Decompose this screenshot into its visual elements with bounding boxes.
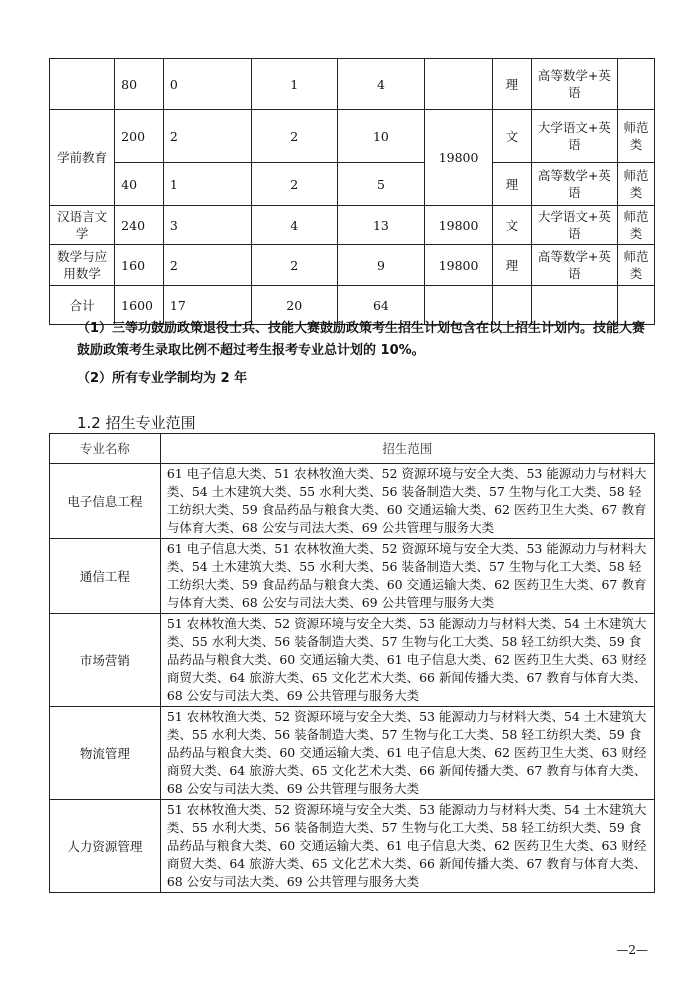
- exam-cell: 高等数学+英语: [531, 163, 617, 206]
- table-cell: 64: [337, 286, 424, 325]
- plan-count-cell: 1600: [115, 286, 164, 325]
- table-row: [50, 707, 655, 800]
- major-cell: 汉语言文学: [50, 206, 115, 245]
- type-cell: 师范类: [618, 163, 655, 206]
- fee-cell: 19800: [425, 206, 493, 245]
- track-cell: 理: [493, 245, 532, 286]
- note-2: [49, 368, 655, 390]
- table-row: [50, 245, 655, 286]
- enrollment-plan-table: [49, 58, 655, 325]
- type-cell: 师范类: [618, 206, 655, 245]
- fee-cell: [425, 59, 493, 110]
- plan-count-cell: 160: [115, 245, 164, 286]
- exam-cell: 大学语文+英语: [531, 206, 617, 245]
- table-cell: 2: [163, 245, 251, 286]
- table-cell: 2: [163, 110, 251, 163]
- track-cell: 文: [493, 206, 532, 245]
- plan-count-cell: 200: [115, 110, 164, 163]
- table-cell: 3: [163, 206, 251, 245]
- page-number: —2—: [616, 943, 648, 957]
- track-cell: 理: [493, 163, 532, 206]
- enrollment-range-table: [49, 433, 655, 893]
- table-cell: 2: [251, 110, 337, 163]
- major-name-cell: 物流管理: [50, 707, 161, 800]
- note-1-text: （1）三等功鼓励政策退役士兵、技能大赛鼓励政策考生招生计划包含在以上招生计划内。技能大赛鼓励政策考生录取比例不超过考生报考专业总计划的 10%。: [77, 321, 646, 358]
- exam-cell: 大学语文+英语: [531, 110, 617, 163]
- table-row: [50, 539, 655, 614]
- plan-count-cell: 40: [115, 163, 164, 206]
- table-row: [50, 206, 655, 245]
- track-cell: 文: [493, 110, 532, 163]
- type-cell: [618, 59, 655, 110]
- fee-cell: 19800: [425, 245, 493, 286]
- table-cell: 1: [251, 59, 337, 110]
- table-row: [50, 800, 655, 893]
- range-cell: 51 农林牧渔大类、52 资源环境与安全大类、53 能源动力与材料大类、54 土木建筑大类、55 水利大类、56 装备制造大类、57 生物与化工大类、58 轻工纺织大类、59 食品药品与粮食大类、60 交通运输大类、61 电子信息大类、62 医药卫生大类、63 财经商贸大类、64 旅游大类、65 文化艺术大类、66 新闻传播大类、67 教育与体育大类、68 公安与司法大类、69 公共管理与服务大类: [160, 800, 654, 893]
- header-major-name: 专业名称: [50, 434, 161, 464]
- table-cell: 13: [337, 206, 424, 245]
- section-heading: 1.2 招生专业范围: [77, 414, 196, 432]
- major-name-cell: 电子信息工程: [50, 464, 161, 539]
- total-label-cell: 合计: [50, 286, 115, 325]
- note-2-text: （2）所有专业学制均为 2 年: [77, 371, 248, 386]
- table-cell: 17: [163, 286, 251, 325]
- table-cell: 20: [251, 286, 337, 325]
- table-cell: 10: [337, 110, 424, 163]
- table-header-row: [50, 434, 655, 464]
- plan-count-cell: 80: [115, 59, 164, 110]
- range-cell: 51 农林牧渔大类、52 资源环境与安全大类、53 能源动力与材料大类、54 土木建筑大类、55 水利大类、56 装备制造大类、57 生物与化工大类、58 轻工纺织大类、59 食品药品与粮食大类、60 交通运输大类、61 电子信息大类、62 医药卫生大类、63 财经商贸大类、64 旅游大类、65 文化艺术大类、66 新闻传播大类、67 教育与体育大类、68 公安与司法大类、69 公共管理与服务大类: [160, 614, 654, 707]
- fee-cell: 19800: [425, 110, 493, 206]
- type-cell: 师范类: [618, 245, 655, 286]
- range-cell: 61 电子信息大类、51 农林牧渔大类、52 资源环境与安全大类、53 能源动力与材料大类、54 土木建筑大类、55 水利大类、56 装备制造大类、57 生物与化工大类、58 轻工纺织大类、59 食品药品与粮食大类、60 交通运输大类、62 医药卫生大类、67 教育与体育大类、68 公安与司法大类、69 公共管理与服务大类: [160, 539, 654, 614]
- major-cell: [50, 59, 115, 110]
- plan-count-cell: 240: [115, 206, 164, 245]
- table-row: [50, 614, 655, 707]
- major-cell: 学前教育: [50, 110, 115, 206]
- table-row: [50, 59, 655, 110]
- track-cell: 理: [493, 59, 532, 110]
- major-name-cell: 通信工程: [50, 539, 161, 614]
- table-cell: 2: [251, 163, 337, 206]
- table-cell: 2: [251, 245, 337, 286]
- range-cell: 61 电子信息大类、51 农林牧渔大类、52 资源环境与安全大类、53 能源动力与材料大类、54 土木建筑大类、55 水利大类、56 装备制造大类、57 生物与化工大类、58 轻工纺织大类、59 食品药品与粮食大类、60 交通运输大类、62 医药卫生大类、67 教育与体育大类、68 公安与司法大类、69 公共管理与服务大类: [160, 464, 654, 539]
- major-name-cell: 市场营销: [50, 614, 161, 707]
- exam-cell: 高等数学+英语: [531, 245, 617, 286]
- table-cell: 1: [163, 163, 251, 206]
- type-cell: 师范类: [618, 110, 655, 163]
- major-name-cell: 人力资源管理: [50, 800, 161, 893]
- note-1: [49, 318, 655, 362]
- header-range: 招生范围: [160, 434, 654, 464]
- range-cell: 51 农林牧渔大类、52 资源环境与安全大类、53 能源动力与材料大类、54 土木建筑大类、55 水利大类、56 装备制造大类、57 生物与化工大类、58 轻工纺织大类、59 食品药品与粮食大类、60 交通运输大类、61 电子信息大类、62 医药卫生大类、63 财经商贸大类、64 旅游大类、65 文化艺术大类、66 新闻传播大类、67 教育与体育大类、68 公安与司法大类、69 公共管理与服务大类: [160, 707, 654, 800]
- exam-cell: 高等数学+英语: [531, 59, 617, 110]
- table-cell: 4: [337, 59, 424, 110]
- table-cell: 9: [337, 245, 424, 286]
- table-row: [50, 464, 655, 539]
- major-cell: 数学与应用数学: [50, 245, 115, 286]
- table-cell: 0: [163, 59, 251, 110]
- table-row: [50, 163, 655, 206]
- table-cell: 4: [251, 206, 337, 245]
- table-row: [50, 110, 655, 163]
- table-cell: 5: [337, 163, 424, 206]
